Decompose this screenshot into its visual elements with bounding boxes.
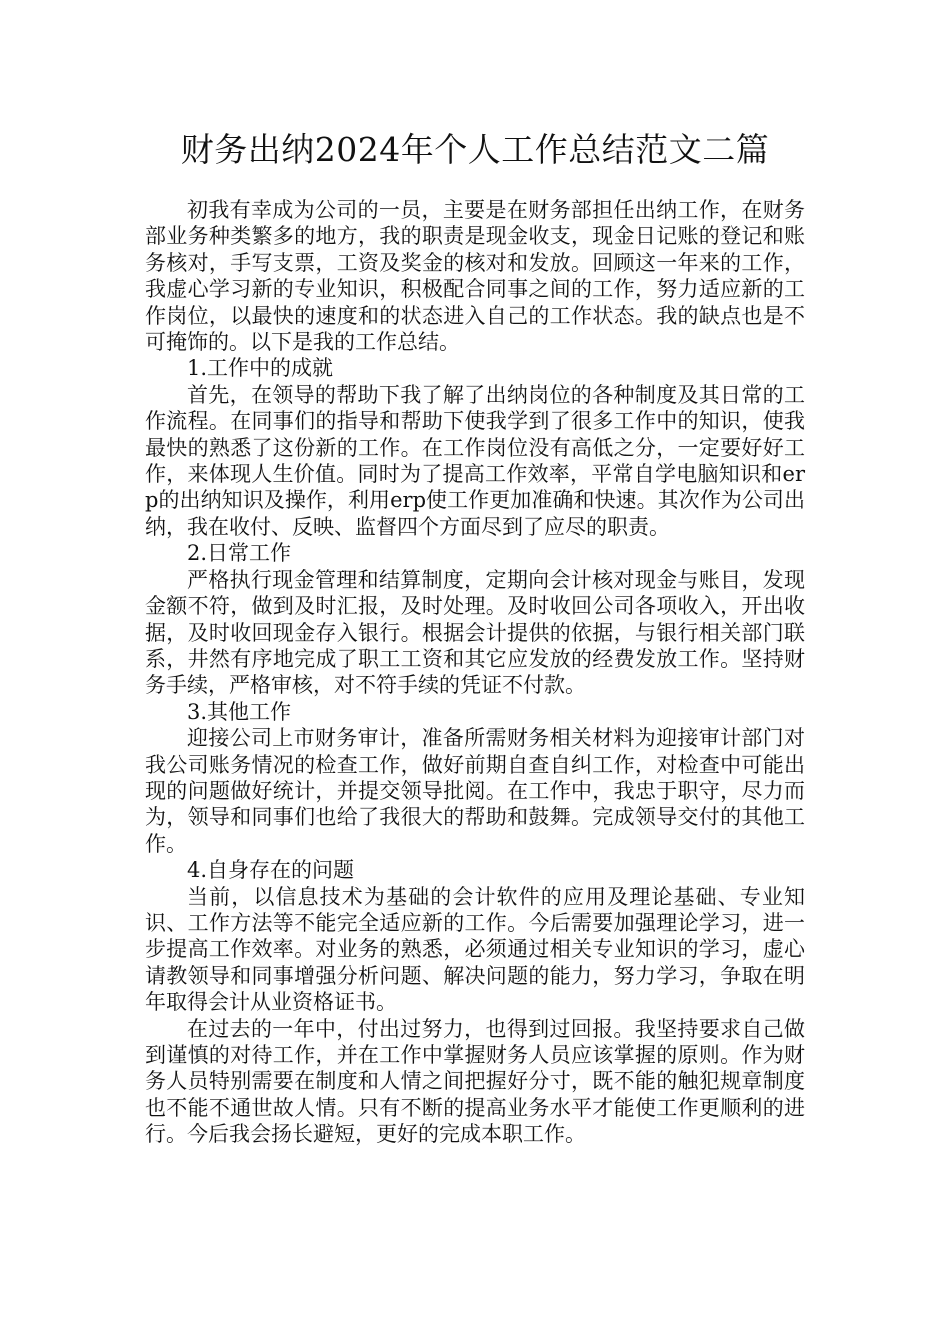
section-paragraph-problems: 当前，以信息技术为基础的会计软件的应用及理论基础、专业知识、工作方法等不能完全适应新的工作。今后需要加强理论学习，进一步提高工作效率。对业务的熟悉，必须通过相关专业知识的学习，虚心请教领导和同事增强分析问题、解决问题的能力，努力学习，争取在明年取得会计从业资格证书。 [145, 884, 805, 1015]
section-paragraph-other-work: 迎接公司上市财务审计，准备所需财务相关材料为迎接审计部门对我公司账务情况的检查工作，做好前期自查自纠工作，对检查中可能出现的问题做好统计，并提交领导批阅。在工作中，我忠于职守，尽力而为，领导和同事们也给了我很大的帮助和鼓舞。完成领导交付的其他工作。 [145, 726, 805, 856]
section-heading-problems: 4.自身存在的问题 [187, 858, 355, 883]
section-heading-daily-work: 2.日常工作 [187, 541, 292, 566]
document-body [145, 197, 805, 1148]
closing-paragraph: 在过去的一年中，付出过努力，也得到过回报。我坚持要求自己做到谨慎的对待工作，并在工作中掌握财务人员应该掌握的原则。作为财务人员特别需要在制度和人情之间把握好分寸，既不能的触犯规章制度也不能不通世故人情。只有不断的提高业务水平才能使工作更顺利的进行。今后我会扬长避短，更好的完成本职工作。 [145, 1016, 805, 1147]
section-heading-other-work: 3.其他工作 [187, 699, 292, 724]
section-paragraph-daily-work: 严格执行现金管理和结算制度，定期向会计核对现金与账目，发现金额不符，做到及时汇报，及时处理。及时收回公司各项收入，开出收据，及时收回现金存入银行。根据会计提供的依据，与银行相关部门联系，井然有序地完成了职工工资和其它应发放的经费发放工作。坚持财务手续，严格审核，对不符手续的凭证不付款。 [145, 567, 805, 698]
intro-paragraph: 初我有幸成为公司的一员，主要是在财务部担任出纳工作，在财务部业务种类繁多的地方，我的职责是现金收支，现金日记账的登记和账务核对，手写支票，工资及奖金的核对和发放。回顾这一年来的工作，我虚心学习新的专业知识，积极配合同事之间的工作，努力适应新的工作岗位，以最快的速度和的状态进入自己的工作状态。我的缺点也是不可掩饰的。以下是我的工作总结。 [145, 198, 805, 355]
page-title: 财务出纳2024年个人工作总结范文二篇 [180, 130, 770, 169]
section-heading-achievements: 1.工作中的成就 [187, 356, 334, 381]
section-paragraph-achievements: 首先，在领导的帮助下我了解了出纳岗位的各种制度及其日常的工作流程。在同事们的指导和帮助下使我学到了很多工作中的知识，使我最快的熟悉了这份新的工作。在工作岗位没有高低之分，一定要好好工作，来体现人生价值。同时为了提高工作效率，平常自学电脑知识和erp的出纳知识及操作，利用erp使工作更加准确和快速。其次作为公司出纳，我在收付、反映、监督四个方面尽到了应尽的职责。 [145, 382, 805, 539]
